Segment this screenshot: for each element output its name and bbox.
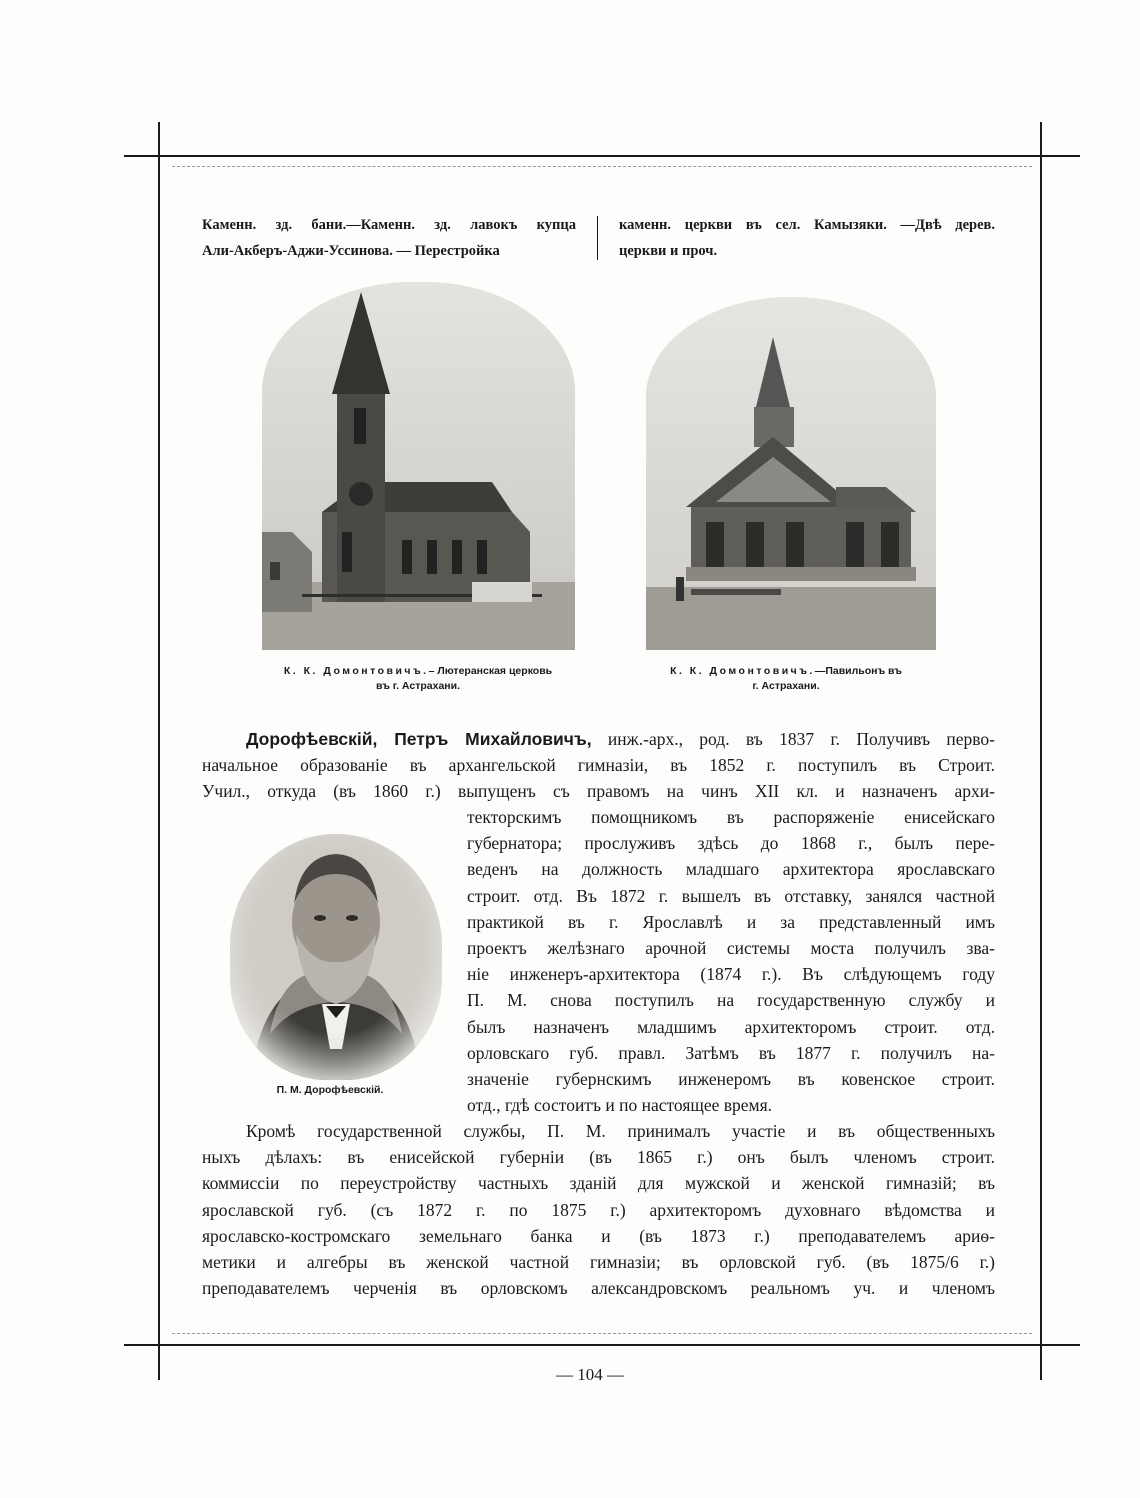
frame-left-rule [158,122,160,1380]
article-bottom-line: коммиссіи по переустройству частныхъ зданій для мужской и женской гимназій; въ [202,1173,995,1194]
article-bottom-line: преподавателемъ черченія въ орловскомъ александровскомъ реальномъ уч. и членомъ [202,1278,995,1299]
column-divider [597,216,598,260]
header-right-line: церкви и проч. [619,243,718,260]
article-side-line: практикой въ г. Ярославлѣ и за представленный имъ [467,911,995,932]
right-caption-author: К. К. Домонтовичъ. [670,665,815,677]
header-right-column [619,214,995,266]
article-line-1-text: инж.-арх., род. въ 1837 г. Получивъ перво- [591,729,995,749]
header-left-line: Каменн. зд. бани.—Каменн. зд. лавокъ купца [202,217,576,233]
article-side-line: веденъ на должность младшаго архитектора ярославскаго [467,859,995,880]
header-left-column [202,214,576,266]
article-side-line: былъ назначенъ младшимъ архитекторомъ строит. отд. [467,1016,995,1037]
lutheran-church-photo [262,282,575,650]
frame-right-rule [1040,122,1042,1380]
portrait-dorofeevsky [230,834,442,1080]
right-caption-line1: —Павильонъ въ [814,665,902,677]
article-line: начальное образованіе въ архангельской гимназіи, въ 1852 г. поступилъ въ Строит. [202,755,995,776]
article-side-line: строит. отд. Въ 1872 г. вышелъ въ отставку, занялся частной [467,885,995,906]
article-bottom-line: ярославско-костромскаго земельнаго банка и (въ 1873 г.) преподавателемъ ариѳ- [202,1225,995,1246]
article-bottom-line: метики и алгебры въ женской частной гимназіи; въ орловской губ. (въ 1875/6 г.) [202,1251,995,1272]
page-number: — 104 — [556,1365,624,1384]
article-side-line: текторскимъ помощникомъ въ распоряженіе енисейскаго [467,807,995,827]
left-caption-line2: въ г. Астрахани. [376,680,460,692]
article-name: Дорофѣевскій, Петръ Михайловичъ, [246,729,592,749]
right-figure-caption [630,664,942,694]
article-side-line: ніе инженеръ-архитектора (1874 г.). Въ слѣдующемъ году [467,964,995,985]
article-side-line: П. М. снова поступилъ на государственную службу и [467,990,995,1011]
article-opening [202,726,995,805]
article-side-line: значеніе губернскимъ инженеромъ въ ковенское строит. [467,1068,995,1089]
header-left-line: Али-Акберъ-Аджи-Уссинова. — Перестройка [202,243,500,260]
left-figure-caption [248,664,588,694]
article-line-1 [202,726,995,752]
pavilion-photo [646,297,936,650]
article-side-line: орловскаго губ. правл. Затѣмъ въ 1877 г. получилъ на- [467,1042,995,1063]
article-side-text [467,804,995,1118]
article-bottom-line [202,1118,995,1144]
article-bottom-text [202,1118,995,1301]
frame-top-rule [124,155,1080,157]
inner-top-border [172,166,1032,167]
right-caption-line2: г. Астрахани. [752,680,820,692]
article-bottom-line: ярославской губ. (съ 1872 г. по 1875 г.) архитекторомъ духовнаго вѣдомства и [202,1199,995,1220]
article-side-line: отд., гдѣ состоитъ и по настоящее время. [467,1095,773,1116]
left-caption-line1: – Лютеранская церковь [428,665,553,677]
article-line: Учил., откуда (въ 1860 г.) выпущенъ съ правомъ на чинъ XII кл. и назначенъ архи- [202,781,995,802]
frame-bottom-rule [124,1344,1080,1346]
inner-bottom-border [172,1333,1032,1334]
left-caption-author: К. К. Домонтовичъ. [283,665,429,677]
article-bottom-line: ныхъ дѣлахъ: въ енисейской губерніи (въ 1865 г.) онъ былъ членомъ строит. [202,1147,995,1168]
article-side-line: проектъ желѣзнаго арочной системы моста получилъ зва- [467,937,995,958]
header-right-line: каменн. церкви въ сел. Камызяки. —Двѣ дерев. [619,217,995,233]
article-side-line: губернатора; прослуживъ здѣсь до 1868 г., былъ пере- [467,833,995,854]
article-bottom-line-text: Кромѣ государственной службы, П. М. принималъ участіе и въ общественныхъ [246,1121,995,1141]
portrait-caption: П. М. Дорофѣевскій. [276,1084,384,1096]
